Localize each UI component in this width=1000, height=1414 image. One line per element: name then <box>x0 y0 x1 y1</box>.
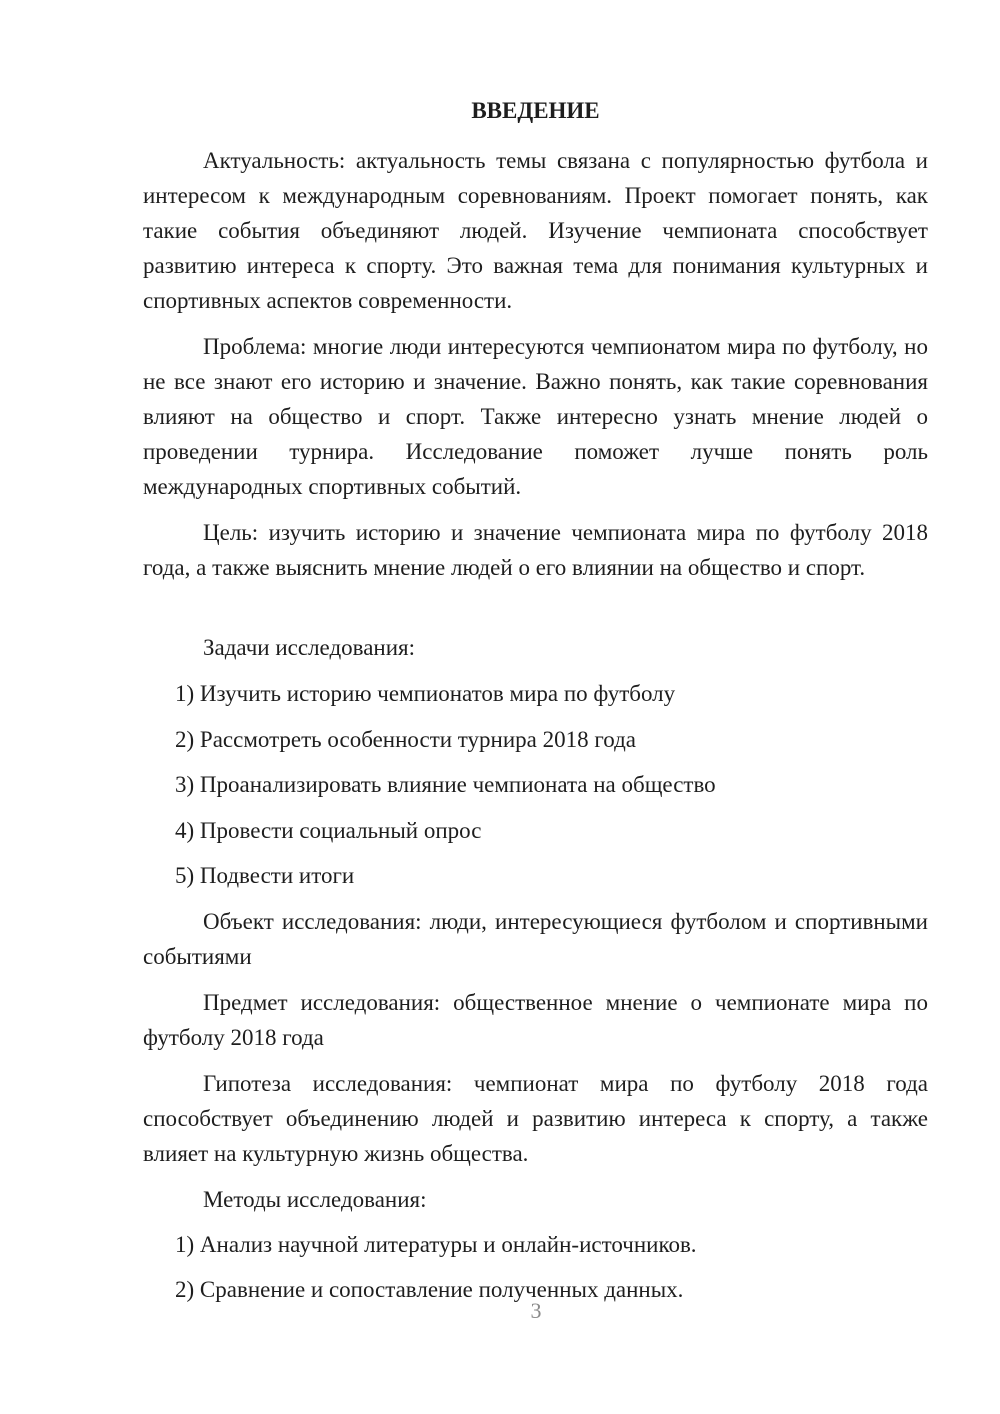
page-number: 3 <box>530 1298 542 1323</box>
task-item: 5) Подвести итоги <box>175 863 355 888</box>
task-item: 2) Рассмотреть особенности турнира 2018 года <box>175 727 636 752</box>
task-item: 4) Провести социальный опрос <box>175 818 482 843</box>
tasks-title: Задачи исследования: <box>203 635 416 660</box>
section-heading: ВВЕДЕНИЕ <box>471 98 600 123</box>
goal-paragraph: Цель: изучить историю и значение чемпионата мира по футболу 2018 года, а также выяснить мнение людей о его влиянии на общество и спорт. <box>143 520 928 580</box>
method-item: 2) Сравнение и сопоставление полученных данных. <box>175 1277 684 1302</box>
subject-paragraph: Предмет исследования: общественное мнение о чемпионате мира по футболу 2018 года <box>143 990 928 1050</box>
problem-paragraph: Проблема: многие люди интересуются чемпионатом мира по футболу, но не все знают его историю и значение. Важно понять, как такие соревнования влияют на общество и спорт. Также интересно узнать мнение людей о проведении турнира. Исследование поможет лучше понять роль международных спортивных событий. <box>143 334 928 499</box>
object-paragraph: Объект исследования: люди, интересующиеся футболом и спортивными событиями <box>143 909 928 969</box>
relevance-paragraph: Актуальность: актуальность темы связана с популярностью футбола и интересом к международным соревнованиям. Проект помогает понять, как такие события объединяют людей. Изучение чемпионата способствует развитию интереса к спорту. Это важная тема для понимания культурных и спортивных аспектов современности. <box>143 148 928 313</box>
methods-title: Методы исследования: <box>203 1187 427 1212</box>
method-item: 1) Анализ научной литературы и онлайн-источников. <box>175 1232 697 1257</box>
task-item: 1) Изучить историю чемпионатов мира по футболу <box>175 681 676 706</box>
task-item: 3) Проанализировать влияние чемпионата на общество <box>175 772 716 797</box>
hypothesis-paragraph: Гипотеза исследования: чемпионат мира по футболу 2018 года способствует объединению людей и развитию интереса к спорту, а также влияет на культурную жизнь общества. <box>143 1071 928 1166</box>
